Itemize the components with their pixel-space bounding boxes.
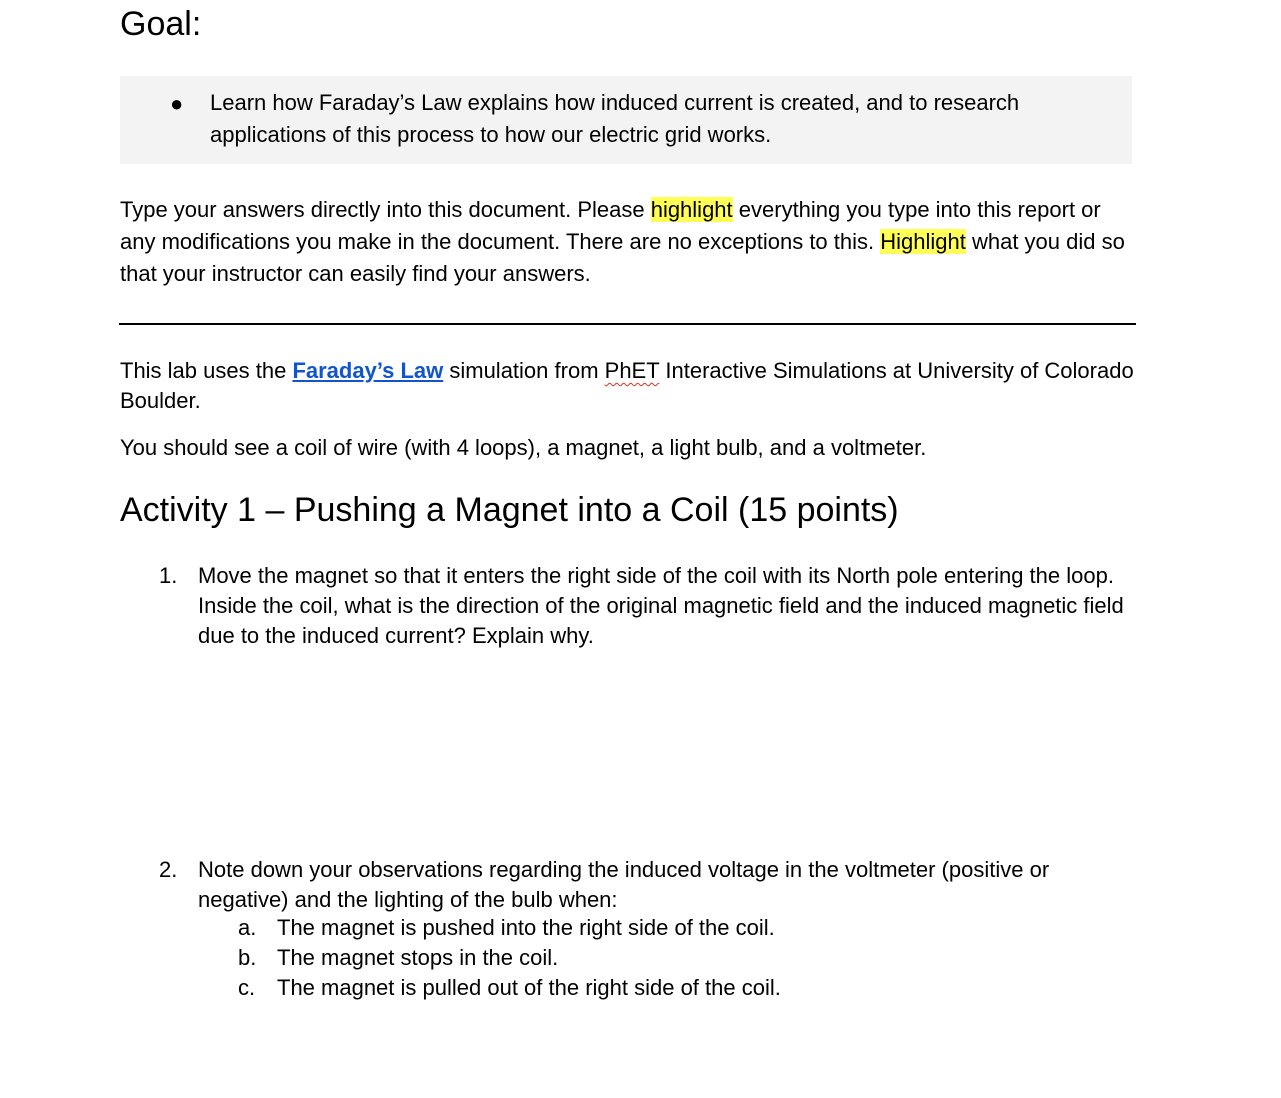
subitem-c-text: The magnet is pulled out of the right side of the coil. — [277, 975, 781, 1000]
instructions-text-3: what you did so that your instructor can easily find your answers. — [120, 229, 1125, 286]
activity-heading: Activity 1 – Pushing a Magnet into a Coil (15 points) — [120, 491, 899, 529]
lab-intro-text-1: This lab uses the — [120, 358, 293, 383]
question-2-number: 2. — [159, 857, 178, 882]
question-2-text: Note down your observations regarding the induced voltage in the voltmeter (positive or negative) and the lighting of the bulb when: — [198, 857, 1050, 912]
subitem-a-text: The magnet is pushed into the right side of the coil. — [277, 915, 775, 940]
phet-spellcheck-word[interactable]: PhET — [604, 358, 660, 383]
lab-intro-text-2: simulation from — [443, 358, 605, 383]
faradays-law-link[interactable]: Faraday’s Law — [292, 358, 444, 383]
bullet-icon: ● — [170, 91, 184, 116]
equipment-paragraph: You should see a coil of wire (with 4 loops), a magnet, a light bulb, and a voltmeter. — [120, 435, 927, 460]
goal-bullet-text: Learn how Faraday’s Law explains how induced current is created, and to research applications of this process to how our electric grid works. — [210, 90, 1020, 147]
instructions-text-1: Type your answers directly into this document. Please — [120, 197, 651, 222]
goal-heading: Goal: — [120, 5, 202, 43]
subitem-a-letter: a. — [238, 915, 257, 940]
subitem-b-letter: b. — [238, 945, 257, 970]
lab-intro-text-3: Interactive Simulations at University of Colorado Boulder. — [120, 358, 1134, 413]
highlight-word-capital: Highlight — [880, 229, 966, 254]
question-1-number: 1. — [159, 563, 178, 588]
subitem-b-text: The magnet stops in the coil. — [277, 945, 559, 970]
horizontal-divider — [119, 323, 1136, 325]
subitem-c-letter: c. — [238, 975, 256, 1000]
question-1-text: Move the magnet so that it enters the right side of the coil with its North pole entering the loop. Inside the coil, what is the direction of the original magnetic field and the induced magnetic field due to the induced current? Explain why. — [198, 563, 1124, 648]
instructions-text-2: everything you type into this report or any modifications you make in the document. There are no exceptions to this. — [120, 197, 1101, 254]
lab-intro-paragraph — [120, 356, 1140, 416]
highlight-word: highlight — [650, 197, 733, 222]
instructions-paragraph — [120, 194, 1140, 290]
